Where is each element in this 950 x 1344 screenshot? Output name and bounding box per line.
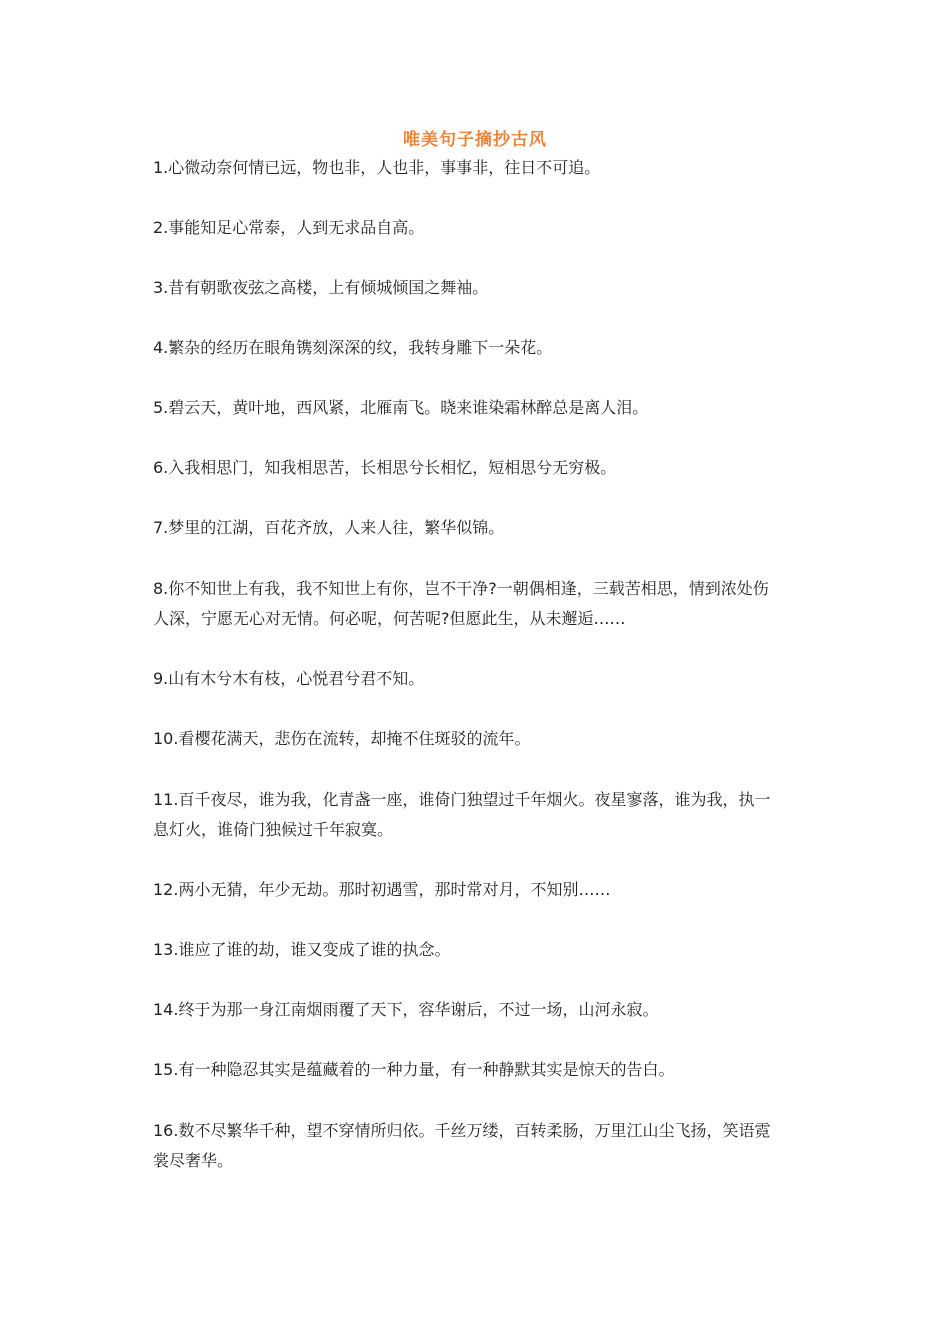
list-item [153,1116,803,1176]
item-line: 9.山有木兮木有枝，心悦君兮君不知。 [153,669,425,688]
item-line: 16.数不尽繁华千种，望不穿情所归依。千丝万缕，百转柔肠，万里江山尘飞扬，笑语霓 [153,1121,771,1140]
list-item [153,333,803,363]
list-item [153,213,803,243]
list-item [153,393,803,423]
list-item [153,785,803,845]
item-line: 5.碧云天，黄叶地，西风紧，北雁南飞。晓来谁染霜林醉总是离人泪。 [153,398,649,417]
list-item [153,724,803,754]
item-line: 8.你不知世上有我，我不知世上有你，岂不干净?一朝偶相逢，三载苦相思，情到浓处伤 [153,579,769,598]
item-line: 息灯火，谁倚门独候过千年寂寞。 [153,820,394,839]
item-line: 2.事能知足心常泰，人到无求品自高。 [153,218,425,237]
document-title: 唯美句子摘抄古风 [403,130,547,150]
list-item [153,935,803,965]
list-item [153,664,803,694]
list-item [153,453,803,483]
list-item [153,273,803,303]
item-line: 7.梦里的江湖，百花齐放，人来人往，繁华似锦。 [153,518,505,537]
list-item [153,995,803,1025]
item-line: 1.心微动奈何情已远，物也非，人也非，事事非，往日不可追。 [153,158,601,177]
item-line: 12.两小无猜，年少无劫。那时初遇雪，那时常对月，不知别…… [153,880,611,899]
list-item [153,574,803,634]
list-item [153,153,803,183]
item-line: 裳尽奢华。 [153,1151,234,1170]
item-line: 14.终于为那一身江南烟雨覆了天下，容华谢后，不过一场，山河永寂。 [153,1000,659,1019]
item-line: 10.看樱花满天，悲伤在流转，却掩不住斑驳的流年。 [153,729,531,748]
item-line: 4.繁杂的经历在眼角镌刻深深的纹，我转身雕下一朵花。 [153,338,553,357]
item-line: 6.入我相思门，知我相思苦，长相思兮长相忆，短相思兮无穷极。 [153,458,617,477]
item-line: 3.昔有朝歌夜弦之高楼，上有倾城倾国之舞袖。 [153,278,489,297]
item-line: 15.有一种隐忍其实是蕴藏着的一种力量，有一种静默其实是惊天的告白。 [153,1060,675,1079]
list-item [153,513,803,543]
list-item [153,1055,803,1085]
list-item [153,875,803,905]
item-line: 人深，宁愿无心对无情。何必呢，何苦呢?但愿此生，从未邂逅…… [153,609,626,628]
item-line: 11.百千夜尽，谁为我，化青盏一座，谁倚门独望过千年烟火。夜星寥落，谁为我，执一 [153,790,771,809]
item-line: 13.谁应了谁的劫，谁又变成了谁的执念。 [153,940,451,959]
